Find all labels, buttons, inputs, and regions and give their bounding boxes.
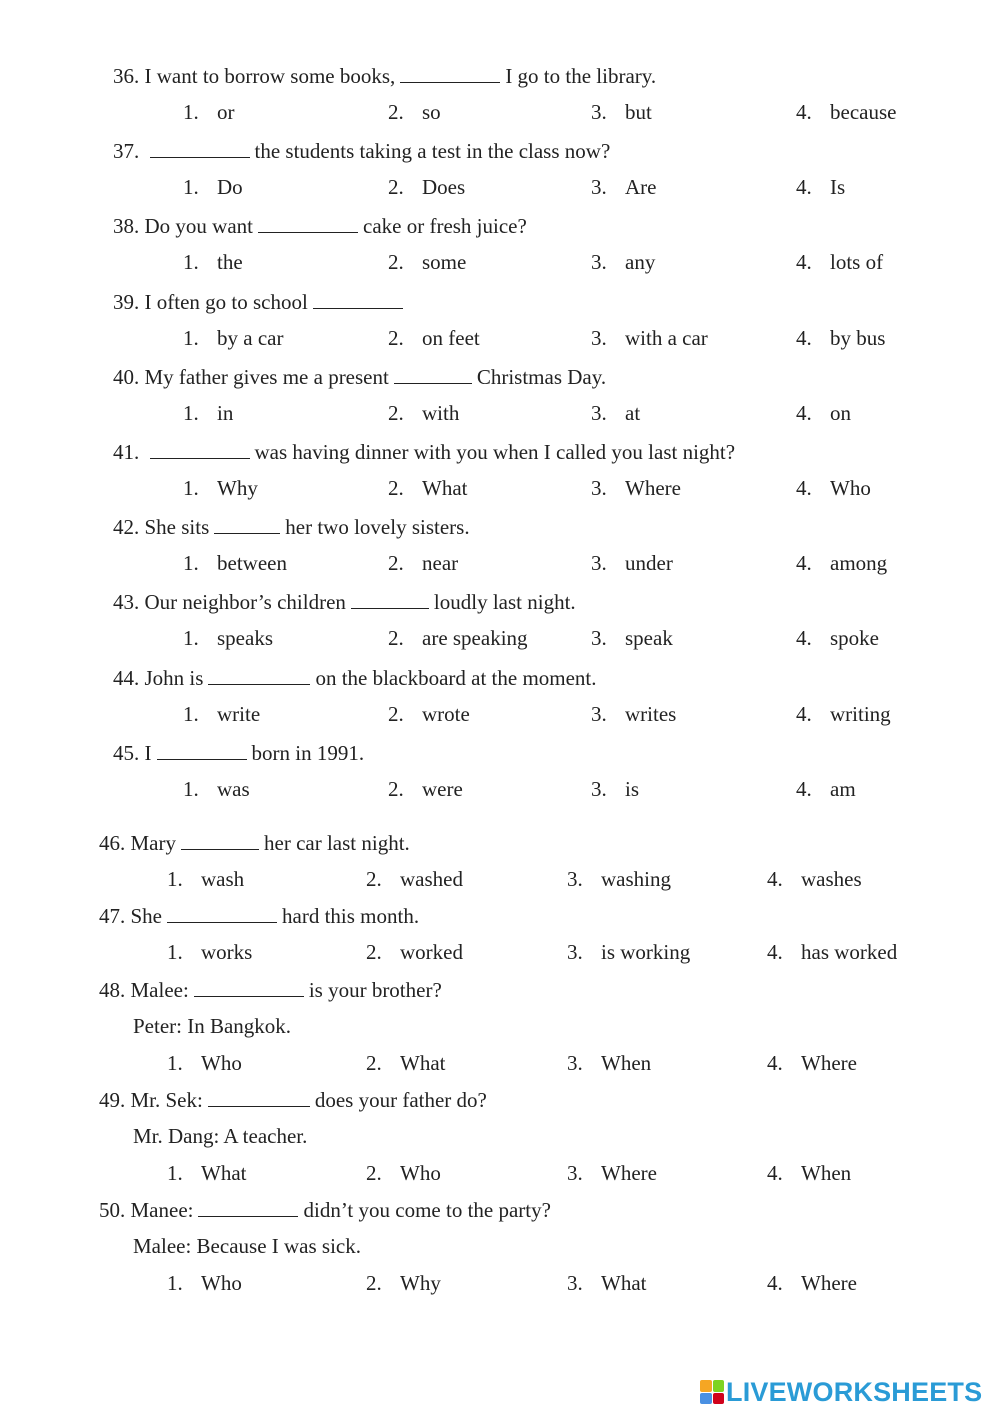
answer-option[interactable] [767,866,862,892]
option-text: in [217,401,234,425]
question-text-before: Our neighbor’s children [144,590,346,614]
option-text: by a car [217,326,284,350]
option-text: worked [400,940,463,964]
option-text: but [625,100,652,124]
answer-option[interactable] [388,400,459,426]
answer-option[interactable] [796,174,845,200]
option-text: among [830,551,888,575]
option-text: Are [625,175,657,199]
option-text: is [625,777,640,801]
question-number: 40. [113,365,140,389]
answer-option[interactable] [767,1160,851,1186]
option-number: 1. [167,1051,183,1075]
option-text: were [422,777,463,801]
option-number: 3. [591,551,607,575]
option-text: with [422,401,460,425]
option-number: 4. [796,551,812,575]
question-47 [99,902,419,929]
option-text: between [217,551,287,575]
question-number: 37. [113,139,140,163]
option-text: Why [217,476,258,500]
option-number: 2. [366,867,382,891]
answer-option[interactable] [183,475,258,501]
option-text: writes [625,702,677,726]
question-number: 44. [113,666,140,690]
option-text: so [422,100,441,124]
option-text: Who [400,1161,441,1185]
option-number: 4. [796,250,812,274]
option-text: the [217,250,243,274]
answer-option[interactable] [167,1270,242,1296]
answer-option[interactable] [591,475,681,501]
answer-option[interactable] [796,475,871,501]
question-39 [113,288,408,315]
option-text: am [830,777,856,801]
option-text: at [625,401,641,425]
option-text: was [217,777,250,801]
question-42 [113,513,470,540]
option-number: 4. [767,867,783,891]
option-text: Where [625,476,681,500]
answer-option[interactable] [366,1160,441,1186]
answer-blank[interactable] [198,1196,298,1217]
option-number: 4. [796,702,812,726]
answer-blank[interactable] [194,976,304,997]
answer-blank[interactable] [400,62,500,83]
option-number: 2. [388,326,404,350]
question-text-before: She sits [144,515,210,539]
answer-option[interactable] [591,174,656,200]
option-text: works [201,940,253,964]
option-text: by bus [830,326,886,350]
question-number: 47. [99,904,126,928]
answer-option[interactable] [567,1160,657,1186]
option-number: 2. [388,175,404,199]
option-number: 1. [183,326,199,350]
question-text-before: I [144,741,152,765]
option-number: 4. [767,1161,783,1185]
question-text-after: hard this month. [282,904,420,928]
question-text-before: I often go to school [144,290,308,314]
dialogue-reply: Mr. Dang: A teacher. [133,1124,308,1148]
answer-option[interactable] [388,625,528,651]
question-text-after: is your brother? [308,978,442,1002]
options-row [0,701,891,727]
question-number: 39. [113,290,140,314]
answer-option[interactable] [796,249,883,275]
option-number: 2. [388,702,404,726]
answer-option[interactable] [388,249,466,275]
option-text: What [201,1161,247,1185]
question-38 [113,212,527,239]
question-text-after: born in 1991. [251,741,365,765]
answer-option[interactable] [167,1050,242,1076]
answer-option[interactable] [167,1160,246,1186]
answer-option[interactable] [591,99,652,125]
answer-option[interactable] [388,475,467,501]
answer-option[interactable] [366,939,463,965]
option-number: 4. [796,626,812,650]
option-number: 4. [796,175,812,199]
answer-option[interactable] [183,174,243,200]
option-number: 3. [567,867,583,891]
answer-option[interactable] [388,325,480,351]
answer-option[interactable] [388,550,458,576]
answer-option[interactable] [567,939,690,965]
answer-option[interactable] [388,99,441,125]
option-text: speak [625,626,673,650]
option-text: When [801,1161,852,1185]
option-number: 2. [388,551,404,575]
option-number: 1. [167,940,183,964]
answer-option[interactable] [591,776,639,802]
answer-option[interactable] [567,1050,651,1076]
option-text: writing [830,702,891,726]
question-40 [113,363,606,390]
answer-option[interactable] [388,701,470,727]
option-text: Why [400,1271,441,1295]
question-text-before: Manee: [130,1198,194,1222]
options-row [0,550,888,576]
option-number: 1. [183,401,199,425]
option-number: 3. [591,401,607,425]
options-row [0,1270,857,1296]
option-text: on feet [422,326,480,350]
answer-option[interactable] [183,99,235,125]
option-number: 1. [183,702,199,726]
question-number: 48. [99,978,126,1002]
option-text: near [422,551,459,575]
question-36 [113,62,656,89]
answer-option[interactable] [366,866,463,892]
question-49 [99,1086,487,1113]
question-number: 38. [113,214,140,238]
answer-option[interactable] [591,625,673,651]
answer-option[interactable] [767,1270,857,1296]
question-number: 41. [113,440,140,464]
option-text: under [625,551,673,575]
options-row [0,866,862,892]
answer-blank[interactable] [157,739,247,760]
answer-option[interactable] [567,1270,646,1296]
options-row [0,625,879,651]
answer-option[interactable] [183,701,260,727]
option-text: What [422,476,468,500]
option-number: 2. [388,626,404,650]
option-number: 3. [591,250,607,274]
answer-blank[interactable] [208,664,310,685]
question-text-after: the students taking a test in the class now? [254,139,611,163]
brand-text: LIVEWORKSHEETS [726,1376,983,1407]
option-number: 1. [183,175,199,199]
answer-option[interactable] [796,625,879,651]
option-number: 3. [591,702,607,726]
answer-option[interactable] [796,550,887,576]
options-row [0,99,897,125]
question-46 [99,829,410,856]
answer-option[interactable] [796,325,885,351]
answer-option[interactable] [183,625,273,651]
option-text: with a car [625,326,708,350]
question-text-before: She [130,904,162,928]
option-text: Who [201,1271,242,1295]
option-text: write [217,702,261,726]
option-number: 3. [567,1161,583,1185]
option-text: washed [400,867,463,891]
option-number: 3. [591,777,607,801]
answer-blank[interactable] [214,513,280,534]
question-text-after: cake or fresh juice? [363,214,527,238]
option-text: Do [217,175,243,199]
question-number: 46. [99,831,126,855]
liveworksheets-logo[interactable] [700,1377,982,1407]
question-text-before: John is [144,666,204,690]
option-number: 3. [591,476,607,500]
answer-option[interactable] [366,1270,441,1296]
option-number: 3. [567,1271,583,1295]
option-number: 1. [183,551,199,575]
option-number: 1. [167,1271,183,1295]
answer-blank[interactable] [313,288,403,309]
option-text: Who [830,476,871,500]
answer-blank[interactable] [351,588,429,609]
answer-option[interactable] [388,174,465,200]
option-number: 1. [183,250,199,274]
question-text-after: her car last night. [264,831,410,855]
answer-option[interactable] [591,550,673,576]
option-text: any [625,250,656,274]
option-number: 3. [591,100,607,124]
answer-blank[interactable] [181,829,259,850]
option-text: or [217,100,235,124]
answer-blank[interactable] [167,902,277,923]
option-text: Is [830,175,846,199]
options-row [0,400,851,426]
answer-option[interactable] [796,400,851,426]
option-text: Where [801,1271,857,1295]
question-48 [99,976,442,1003]
option-text: some [422,250,467,274]
question-number: 50. [99,1198,126,1222]
answer-blank[interactable] [150,137,250,158]
dialogue-reply: Peter: In Bangkok. [133,1014,292,1038]
answer-option[interactable] [183,325,283,351]
option-text: washes [801,867,862,891]
answer-option[interactable] [167,866,244,892]
question-text-after: was having dinner with you when I called you last night? [254,440,736,464]
option-number: 1. [183,777,199,801]
answer-blank[interactable] [208,1086,310,1107]
question-45 [113,739,364,766]
answer-option[interactable] [591,249,655,275]
question-text-after: I go to the library. [505,64,657,88]
question-number: 49. [99,1088,126,1112]
options-row [0,475,871,501]
option-text: because [830,100,897,124]
question-text-before: Mary [130,831,176,855]
option-number: 3. [567,1051,583,1075]
question-text-after: does your father do? [314,1088,487,1112]
answer-option[interactable] [567,866,671,892]
option-number: 1. [167,867,183,891]
option-text: Where [801,1051,857,1075]
answer-option[interactable] [796,701,891,727]
option-text: Where [601,1161,657,1185]
option-text: Who [201,1051,242,1075]
answer-option[interactable] [591,400,640,426]
question-number: 36. [113,64,140,88]
options-row [0,174,846,200]
option-text: What [601,1271,647,1295]
option-text: is working [601,940,691,964]
option-number: 3. [591,326,607,350]
option-text: are speaking [422,626,528,650]
question-text-before: My father gives me a present [144,365,389,389]
option-number: 1. [183,626,199,650]
answer-option[interactable] [183,550,287,576]
option-text: lots of [830,250,884,274]
question-41 [113,438,735,465]
option-number: 1. [183,100,199,124]
option-number: 2. [366,940,382,964]
question-text-after: loudly last night. [433,590,576,614]
liveworksheets-icon [700,1380,724,1404]
option-number: 4. [796,401,812,425]
option-text: Does [422,175,466,199]
option-number: 2. [366,1161,382,1185]
answer-option[interactable] [767,1050,857,1076]
question-number: 42. [113,515,140,539]
answer-option[interactable] [183,400,233,426]
question-43 [113,588,576,615]
option-number: 4. [796,476,812,500]
question-text-before: Do you want [144,214,253,238]
answer-blank[interactable] [150,438,250,459]
question-37 [113,137,610,164]
option-number: 1. [183,476,199,500]
option-number: 4. [796,100,812,124]
option-text: spoke [830,626,879,650]
option-text: wrote [422,702,470,726]
answer-option[interactable] [366,1050,445,1076]
question-number: 45. [113,741,140,765]
answer-option[interactable] [796,776,856,802]
question-text-before: Malee: [130,978,189,1002]
answer-option[interactable] [167,939,252,965]
question-text-after: Christmas Day. [476,365,607,389]
option-text: wash [201,867,245,891]
option-number: 2. [388,250,404,274]
answer-option[interactable] [591,701,676,727]
option-number: 3. [591,175,607,199]
option-number: 2. [388,777,404,801]
option-text: washing [601,867,671,891]
option-number: 2. [366,1271,382,1295]
options-row [0,325,886,351]
option-number: 2. [366,1051,382,1075]
option-text: has worked [801,940,898,964]
answer-option[interactable] [183,249,243,275]
option-text: When [601,1051,652,1075]
options-row [0,1160,852,1186]
option-text: speaks [217,626,273,650]
option-text: What [400,1051,446,1075]
answer-option[interactable] [796,99,896,125]
dialogue-reply: Malee: Because I was sick. [133,1234,361,1258]
option-number: 2. [388,476,404,500]
option-number: 3. [567,940,583,964]
option-number: 4. [796,777,812,801]
options-row [0,1050,857,1076]
option-number: 4. [767,1051,783,1075]
options-row [0,939,898,965]
question-text-before: I want to borrow some books, [144,64,396,88]
option-number: 1. [167,1161,183,1185]
option-number: 2. [388,100,404,124]
answer-blank[interactable] [258,212,358,233]
option-number: 3. [591,626,607,650]
question-text-before: Mr. Sek: [130,1088,203,1112]
question-50 [99,1196,551,1223]
answer-option[interactable] [388,776,463,802]
option-number: 4. [796,326,812,350]
answer-blank[interactable] [394,363,472,384]
question-number: 43. [113,590,140,614]
question-text-after: on the blackboard at the moment. [315,666,597,690]
options-row [0,249,884,275]
question-44 [113,664,597,691]
answer-option[interactable] [591,325,708,351]
answer-option[interactable] [767,939,897,965]
options-row [0,776,856,802]
answer-option[interactable] [183,776,250,802]
question-text-after: her two lovely sisters. [285,515,470,539]
option-number: 4. [767,940,783,964]
option-number: 4. [767,1271,783,1295]
question-text-after: didn’t you come to the party? [303,1198,551,1222]
option-text: on [830,401,851,425]
option-number: 2. [388,401,404,425]
